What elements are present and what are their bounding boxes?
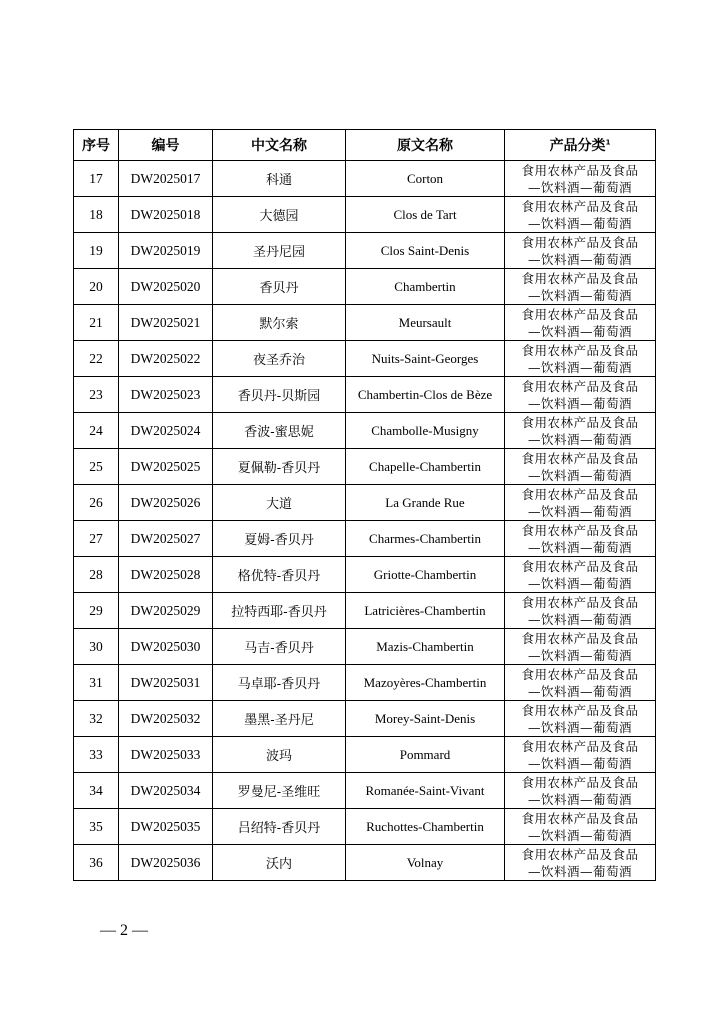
table-header-row bbox=[74, 130, 656, 161]
cell-cn-name: 夜圣乔治 bbox=[213, 341, 346, 377]
cell-code: DW2025021 bbox=[119, 305, 213, 341]
header-cn-name: 中文名称 bbox=[213, 130, 346, 161]
cell-cn-name: 马卓耶-香贝丹 bbox=[213, 665, 346, 701]
cell-seq: 35 bbox=[74, 809, 119, 845]
gi-product-table bbox=[73, 129, 656, 881]
table-row bbox=[74, 665, 656, 701]
cell-category: 食用农林产品及食品 —饮料酒—葡萄酒 bbox=[505, 449, 656, 485]
cell-category: 食用农林产品及食品 —饮料酒—葡萄酒 bbox=[505, 521, 656, 557]
cell-category: 食用农林产品及食品 —饮料酒—葡萄酒 bbox=[505, 413, 656, 449]
cell-cn-name: 默尔索 bbox=[213, 305, 346, 341]
table-row bbox=[74, 413, 656, 449]
table-row bbox=[74, 701, 656, 737]
cell-orig-name: Romanée-Saint-Vivant bbox=[346, 773, 505, 809]
table-row bbox=[74, 233, 656, 269]
cell-code: DW2025034 bbox=[119, 773, 213, 809]
cell-orig-name: Corton bbox=[346, 161, 505, 197]
cell-orig-name: Clos Saint-Denis bbox=[346, 233, 505, 269]
cell-seq: 31 bbox=[74, 665, 119, 701]
cell-orig-name: Nuits-Saint-Georges bbox=[346, 341, 505, 377]
table-row bbox=[74, 377, 656, 413]
table-row bbox=[74, 305, 656, 341]
cell-code: DW2025031 bbox=[119, 665, 213, 701]
table-row bbox=[74, 485, 656, 521]
cell-category: 食用农林产品及食品 —饮料酒—葡萄酒 bbox=[505, 161, 656, 197]
cell-cn-name: 拉特西耶-香贝丹 bbox=[213, 593, 346, 629]
cell-seq: 29 bbox=[74, 593, 119, 629]
cell-code: DW2025019 bbox=[119, 233, 213, 269]
cell-cn-name: 科通 bbox=[213, 161, 346, 197]
cell-seq: 27 bbox=[74, 521, 119, 557]
cell-code: DW2025024 bbox=[119, 413, 213, 449]
cell-code: DW2025035 bbox=[119, 809, 213, 845]
cell-category: 食用农林产品及食品 —饮料酒—葡萄酒 bbox=[505, 557, 656, 593]
cell-cn-name: 夏佩勒-香贝丹 bbox=[213, 449, 346, 485]
cell-seq: 17 bbox=[74, 161, 119, 197]
cell-category: 食用农林产品及食品 —饮料酒—葡萄酒 bbox=[505, 269, 656, 305]
table-row bbox=[74, 341, 656, 377]
cell-category: 食用农林产品及食品 —饮料酒—葡萄酒 bbox=[505, 197, 656, 233]
cell-code: DW2025029 bbox=[119, 593, 213, 629]
cell-category: 食用农林产品及食品 —饮料酒—葡萄酒 bbox=[505, 485, 656, 521]
cell-orig-name: Chapelle-Chambertin bbox=[346, 449, 505, 485]
table-row bbox=[74, 161, 656, 197]
table-row bbox=[74, 269, 656, 305]
cell-orig-name: Chambertin-Clos de Bèze bbox=[346, 377, 505, 413]
cell-category: 食用农林产品及食品 —饮料酒—葡萄酒 bbox=[505, 665, 656, 701]
cell-category: 食用农林产品及食品 —饮料酒—葡萄酒 bbox=[505, 737, 656, 773]
cell-orig-name: Charmes-Chambertin bbox=[346, 521, 505, 557]
cell-orig-name: Mazis-Chambertin bbox=[346, 629, 505, 665]
page-number: — 2 — bbox=[100, 922, 148, 939]
cell-seq: 28 bbox=[74, 557, 119, 593]
cell-code: DW2025020 bbox=[119, 269, 213, 305]
cell-orig-name: Volnay bbox=[346, 845, 505, 881]
table-row bbox=[74, 557, 656, 593]
cell-orig-name: Pommard bbox=[346, 737, 505, 773]
cell-orig-name: Meursault bbox=[346, 305, 505, 341]
cell-seq: 32 bbox=[74, 701, 119, 737]
cell-category: 食用农林产品及食品 —饮料酒—葡萄酒 bbox=[505, 593, 656, 629]
cell-cn-name: 香贝丹 bbox=[213, 269, 346, 305]
cell-code: DW2025026 bbox=[119, 485, 213, 521]
cell-orig-name: La Grande Rue bbox=[346, 485, 505, 521]
table-row bbox=[74, 197, 656, 233]
cell-category: 食用农林产品及食品 —饮料酒—葡萄酒 bbox=[505, 845, 656, 881]
cell-seq: 23 bbox=[74, 377, 119, 413]
cell-category: 食用农林产品及食品 —饮料酒—葡萄酒 bbox=[505, 233, 656, 269]
table-row bbox=[74, 449, 656, 485]
cell-orig-name: Ruchottes-Chambertin bbox=[346, 809, 505, 845]
cell-category: 食用农林产品及食品 —饮料酒—葡萄酒 bbox=[505, 341, 656, 377]
cell-code: DW2025033 bbox=[119, 737, 213, 773]
cell-cn-name: 圣丹尼园 bbox=[213, 233, 346, 269]
cell-code: DW2025023 bbox=[119, 377, 213, 413]
cell-cn-name: 马吉-香贝丹 bbox=[213, 629, 346, 665]
cell-orig-name: Clos de Tart bbox=[346, 197, 505, 233]
cell-code: DW2025036 bbox=[119, 845, 213, 881]
cell-orig-name: Mazoyères-Chambertin bbox=[346, 665, 505, 701]
cell-cn-name: 罗曼尼-圣维旺 bbox=[213, 773, 346, 809]
table-body bbox=[74, 161, 656, 881]
cell-category: 食用农林产品及食品 —饮料酒—葡萄酒 bbox=[505, 629, 656, 665]
cell-seq: 21 bbox=[74, 305, 119, 341]
footnote-marker: 1 bbox=[605, 138, 611, 147]
cell-seq: 22 bbox=[74, 341, 119, 377]
cell-cn-name: 沃内 bbox=[213, 845, 346, 881]
cell-cn-name: 香贝丹-贝斯园 bbox=[213, 377, 346, 413]
cell-seq: 25 bbox=[74, 449, 119, 485]
cell-orig-name: Morey-Saint-Denis bbox=[346, 701, 505, 737]
table-row bbox=[74, 629, 656, 665]
cell-category: 食用农林产品及食品 —饮料酒—葡萄酒 bbox=[505, 701, 656, 737]
cell-cn-name: 墨黑-圣丹尼 bbox=[213, 701, 346, 737]
cell-category: 食用农林产品及食品 —饮料酒—葡萄酒 bbox=[505, 809, 656, 845]
table-row bbox=[74, 773, 656, 809]
table-row bbox=[74, 593, 656, 629]
cell-cn-name: 香波-蜜思妮 bbox=[213, 413, 346, 449]
header-code: 编号 bbox=[119, 130, 213, 161]
header-category-label: 产品分类 bbox=[549, 138, 606, 154]
cell-code: DW2025017 bbox=[119, 161, 213, 197]
cell-seq: 34 bbox=[74, 773, 119, 809]
cell-seq: 36 bbox=[74, 845, 119, 881]
cell-cn-name: 波玛 bbox=[213, 737, 346, 773]
header-category bbox=[505, 130, 656, 161]
cell-code: DW2025018 bbox=[119, 197, 213, 233]
cell-seq: 30 bbox=[74, 629, 119, 665]
cell-category: 食用农林产品及食品 —饮料酒—葡萄酒 bbox=[505, 305, 656, 341]
cell-code: DW2025032 bbox=[119, 701, 213, 737]
table-row bbox=[74, 737, 656, 773]
table-row bbox=[74, 809, 656, 845]
cell-seq: 18 bbox=[74, 197, 119, 233]
cell-seq: 33 bbox=[74, 737, 119, 773]
table-row bbox=[74, 521, 656, 557]
cell-seq: 19 bbox=[74, 233, 119, 269]
header-orig-name: 原文名称 bbox=[346, 130, 505, 161]
cell-code: DW2025030 bbox=[119, 629, 213, 665]
header-seq: 序号 bbox=[74, 130, 119, 161]
cell-cn-name: 吕绍特-香贝丹 bbox=[213, 809, 346, 845]
cell-orig-name: Griotte-Chambertin bbox=[346, 557, 505, 593]
cell-seq: 20 bbox=[74, 269, 119, 305]
cell-orig-name: Chambolle-Musigny bbox=[346, 413, 505, 449]
cell-category: 食用农林产品及食品 —饮料酒—葡萄酒 bbox=[505, 377, 656, 413]
cell-cn-name: 大德园 bbox=[213, 197, 346, 233]
cell-code: DW2025022 bbox=[119, 341, 213, 377]
cell-orig-name: Latricières-Chambertin bbox=[346, 593, 505, 629]
cell-cn-name: 夏姆-香贝丹 bbox=[213, 521, 346, 557]
cell-cn-name: 大道 bbox=[213, 485, 346, 521]
cell-code: DW2025025 bbox=[119, 449, 213, 485]
cell-category: 食用农林产品及食品 —饮料酒—葡萄酒 bbox=[505, 773, 656, 809]
cell-seq: 26 bbox=[74, 485, 119, 521]
cell-orig-name: Chambertin bbox=[346, 269, 505, 305]
table-row bbox=[74, 845, 656, 881]
cell-seq: 24 bbox=[74, 413, 119, 449]
cell-cn-name: 格优特-香贝丹 bbox=[213, 557, 346, 593]
cell-code: DW2025027 bbox=[119, 521, 213, 557]
cell-code: DW2025028 bbox=[119, 557, 213, 593]
